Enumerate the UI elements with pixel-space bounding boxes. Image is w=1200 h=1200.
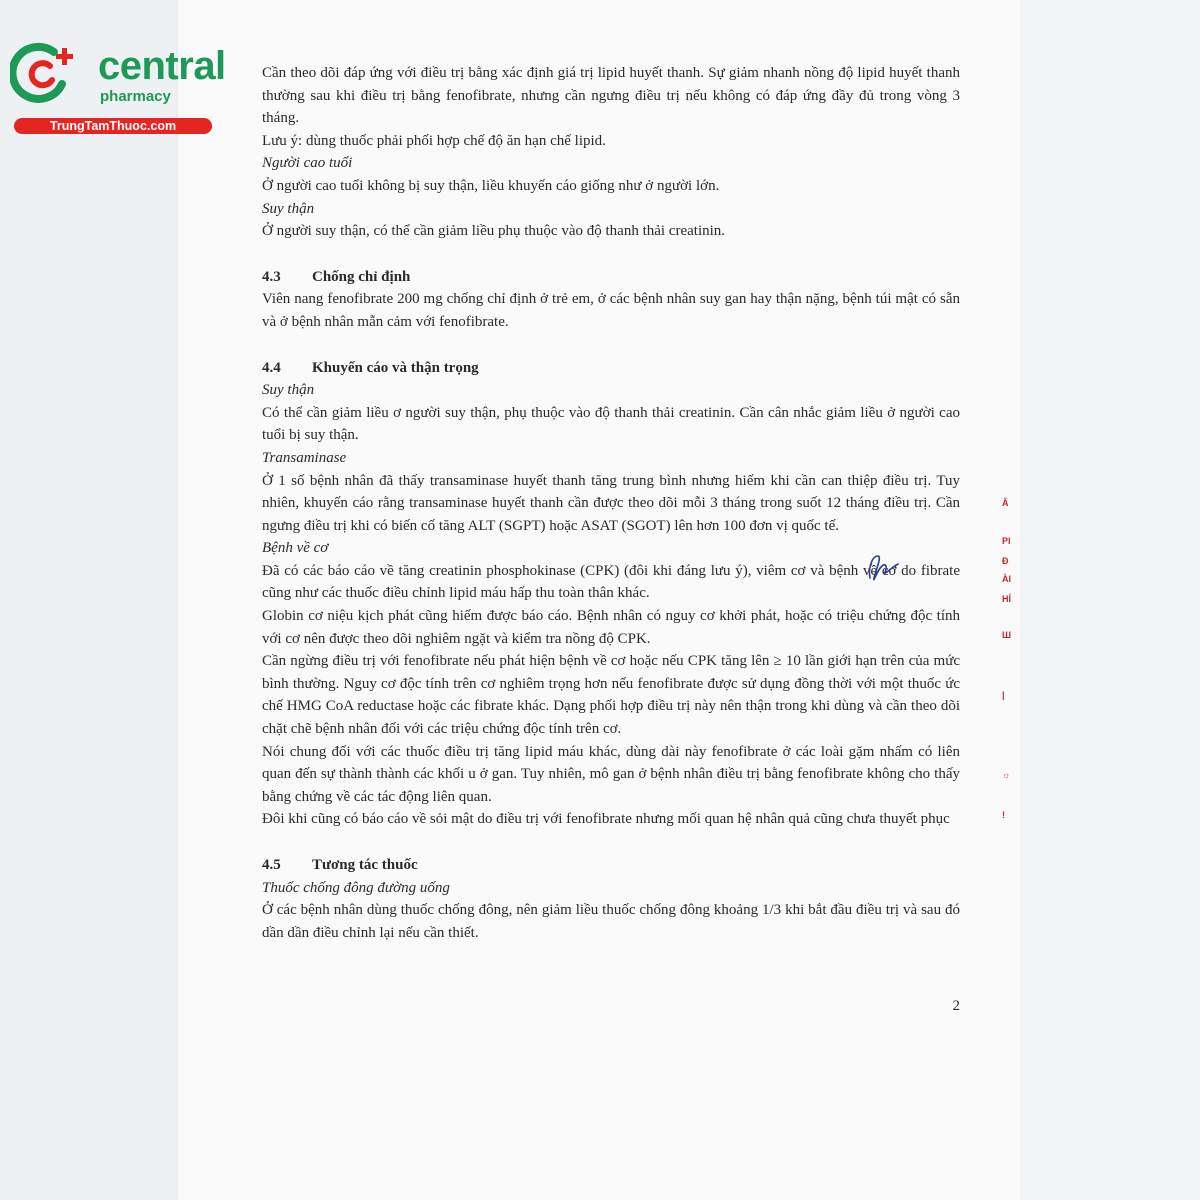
handwritten-signature [862, 548, 902, 588]
section-title: Khuyến cáo và thận trọng [312, 359, 479, 376]
section-heading-4-3 [262, 266, 960, 289]
section-number: 4.5 [262, 857, 281, 873]
paragraph: Ở người suy thận, có thể cần giảm liều phụ thuộc vào độ thanh thải creatinin. [262, 223, 726, 240]
paragraph: Lưu ý: dùng thuốc phải phối hợp chế độ ăn hạn chế lipid. [262, 132, 606, 149]
paragraph: Có thể cần giảm liều ơ người suy thận, phụ thuộc vào độ thanh thải creatinin. Cần cân nhắc giảm liều ở người cao tuổi bị suy thận. [262, 404, 960, 444]
section-heading-4-5 [262, 854, 960, 877]
logo-subtitle: pharmacy [100, 88, 171, 105]
page-margin [1020, 0, 1200, 1200]
section-number: 4.4 [262, 359, 281, 376]
subheading-muscle: Bệnh về cơ [262, 540, 329, 557]
paragraph: Đã có các báo cáo về tăng creatinin phosphokinase (CPK) (đôi khi đáng lưu ý), viêm cơ và bệnh về cơ do fibrate cũng như các thuốc điều chỉnh lipid máu hấp thu toàn thân khác. [262, 562, 960, 602]
paragraph: Cần theo dõi đáp ứng với điều trị bằng xác định giá trị lipid huyết thanh. Sự giảm nhanh nồng độ lipid huyết thanh thường sau khi điều trị bằng fenofibrate, nhưng cần ngưng điều trị nếu không có đáp ứng đầy đủ trong vòng 3 tháng. [262, 65, 960, 127]
paragraph: Nói chung đối với các thuốc điều trị tăng lipid máu khác, dùng dài này fenofibrate ở các loài gặm nhấm có liên quan đến sự thành thành các khối u ở gan. Tuy nhiên, mô gan ở bệnh nhân điều trị bằng fenofibrate không cho thấy bằng chứng về các tác động liên quan. [262, 743, 960, 805]
section-heading-4-4 [262, 357, 960, 380]
central-pharmacy-logo[interactable] [10, 38, 226, 138]
stamp-fragment: Â Pl Đ Àl HÍ Ш | ☼ ! [1002, 498, 1012, 820]
section-number: 4.3 [262, 268, 281, 285]
page-number: 2 [952, 998, 960, 1014]
section-title: Tương tác thuốc [312, 857, 418, 873]
paragraph: Ở 1 số bệnh nhân đã thấy transaminase huyết thanh tăng trung bình nhưng hiếm khi cần can thiệp điều trị. Tuy nhiên, khuyến cáo rằng transaminase huyết thanh cần được theo dõi mỗi 3 tháng trong suốt 12 tháng điều trị. Cần ngưng điều trị khi có biến cố tăng ALT (SGPT) hoặc ASAT (SGOT) lên hơn 100 đơn vị quốc tế. [262, 472, 960, 534]
subheading-elderly: Người cao tuổi [262, 155, 353, 172]
logo-url-banner[interactable]: TrungTamThuoc.com [14, 118, 212, 134]
subheading-anticoagulant: Thuốc chống đông đường uống [262, 879, 450, 896]
pharmacy-cross-icon [10, 40, 80, 104]
paragraph: Ở người cao tuổi không bị suy thận, liều khuyến cáo giống như ở người lớn. [262, 177, 720, 194]
subheading-renal: Suy thận [262, 200, 315, 217]
subheading-renal: Suy thận [262, 382, 315, 399]
paragraph: Cần ngừng điều trị với fenofibrate nếu phát hiện bệnh về cơ hoặc nếu CPK tăng lên ≥ 10 lần giới hạn trên của mức bình thường. Nguy cơ độc tính trên cơ nghiêm trọng hơn nếu fenofibrate được sử dụng đồng thời với một thuốc ức chế HMG CoA reductase hoặc các fibrate khác. Dạng phối hợp điều trị này nên thận trong khi dùng và cần theo dõi chặt chẽ bệnh nhân đối với các triệu chứng độc tính trên cơ. [262, 653, 960, 738]
subheading-transaminase: Transaminase [262, 449, 347, 466]
paragraph: Đôi khi cũng có báo cáo về sỏi mật do điều trị với fenofibrate nhưng mối quan hệ nhân quả cũng chưa thuyết phục [262, 811, 950, 828]
document-body [262, 62, 960, 944]
paragraph: Globin cơ niệu kịch phát cũng hiếm được báo cáo. Bệnh nhân có nguy cơ khởi phát, hoặc có triệu chứng độc tính với cơ nên được theo dõi nghiêm ngặt và kiểm tra nồng độ CPK. [262, 608, 960, 647]
paragraph: Ở các bệnh nhân dùng thuốc chống đông, nên giảm liều thuốc chống đông khoảng 1/3 khi bắt đầu điều trị và sau đó dần dần điều chỉnh lại nếu cần thiết. [262, 902, 960, 941]
logo-name: central [98, 44, 226, 88]
paragraph: Viên nang fenofibrate 200 mg chống chỉ định ở trẻ em, ở các bệnh nhân suy gan hay thận nặng, bệnh túi mật có sẵn và ở bệnh nhân mẫn cảm với fenofibrate. [262, 291, 960, 330]
section-title: Chống chỉ định [312, 268, 411, 285]
